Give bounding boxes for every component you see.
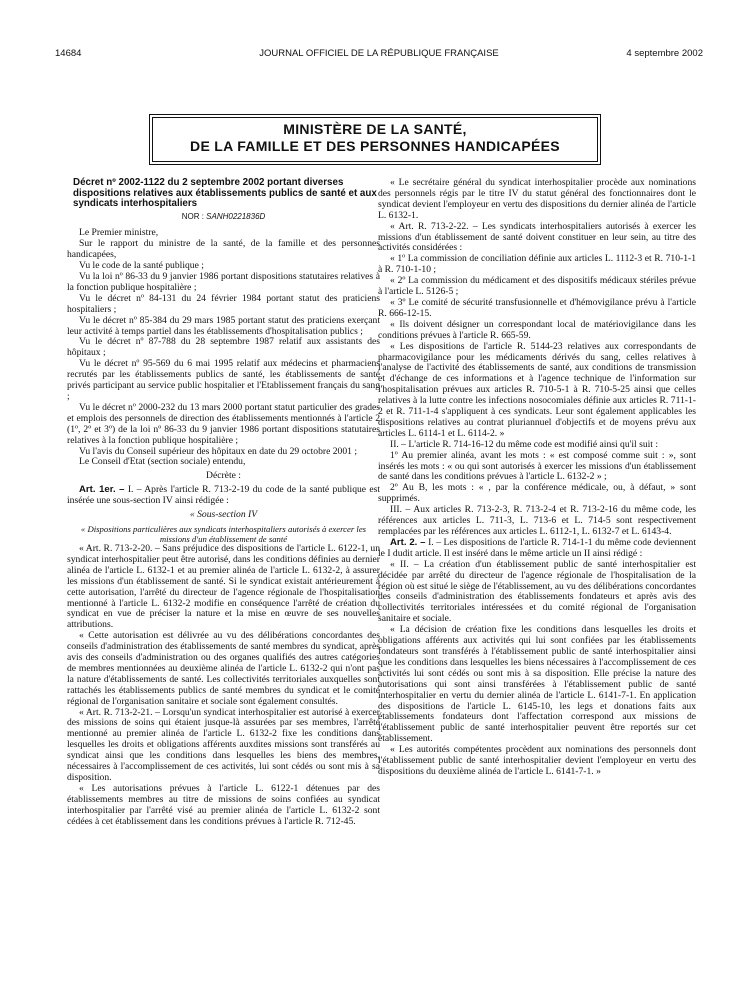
paragraph: Vu le décret nº 95-569 du 6 mai 1995 relatif aux médecins et pharmaciens recrutés par les établissements publics de santé, les établissements de santé privés participant au service public hospitalier et l'Etablissement français du sang ; xyxy=(67,358,380,402)
nor-label: NOR : xyxy=(181,211,204,221)
paragraph: « 1º La commission de conciliation définie aux articles L. 1112-3 et R. 710-1-1 à R. 710-1-10 ; xyxy=(378,253,696,276)
page-header xyxy=(55,48,703,62)
paragraph: 1º Au premier alinéa, avant les mots : « est composé comme suit : », sont insérés les mots : « ou qui sont autorisés à exercer les missions d'un établissement de santé dans les conditions prévues à l'article L. 6132-2 » ; xyxy=(378,449,696,483)
paragraph: « Ils doivent désigner un correspondant local de matériovigilance dans les conditions prévues à l'article R. 665-59. xyxy=(378,318,696,341)
paragraph: « 3º Le comité de sécurité transfusionnelle et d'hémovigilance prévu à l'article R. 666-12-15. xyxy=(378,296,696,319)
paragraph: « 2º La commission du médicament et des dispositifs médicaux stériles prévue à l'article L. 5126-5 ; xyxy=(378,275,696,298)
issue-date: 4 septembre 2002 xyxy=(626,48,703,59)
article-2-text: I. – Les dispositions de l'article R. 714-1-1 du même code deviennent le I dudit article. Il est inséré dans le même article un II ainsi rédigé : xyxy=(378,536,696,559)
paragraph: III. – Aux articles R. 713-2-3, R. 713-2-4 et R. 713-2-16 du même code, les références aux articles L. 711-3, L. 713-6 et L. 714-5 sont respectivement remplacées par les références aux articles L. 6112-1, L. 6132-7 et L. 6143-4. xyxy=(378,504,696,537)
paragraph: « Le secrétaire général du syndicat interhospitalier procède aux nominations des personnels régis par le titre IV du statut général des fonctionnaires dont le syndicat devient l'employeur en vertu des dispositions du dernier alinéa de l'article L. 6132-1. xyxy=(378,177,696,221)
article-2-label: Art. 2. – xyxy=(390,536,426,548)
paragraph: « Les dispositions de l'article R. 5144-23 relatives aux correspondants de pharmacovigilance pour les médicaments dérivés du sang, celles relatives à l'analyse de l'activité des établissements de santé, aux conditions de transmission et d'échange de ces informations et à l'agence technique de l'information sur l'hospitalisation prévues aux articles R. 710-5-1 à R. 710-5-25 ainsi que celles relatives à la lutte contre les infections nosocomiales définie aux articles R. 711-1-2 et R. 711-1-4 s'appliquent à ces syndicats. Leur sont également applicables les dispositions relatives au contrat pluriannuel d'objectifs et de moyens prévu aux articles L. 6114-1 et L. 6114-2. » xyxy=(378,340,696,439)
paragraph: Sur le rapport du ministre de la santé, de la famille et des personnes handicapées, xyxy=(67,238,380,261)
paragraph: 2º Au B, les mots : « , par la conférence médicale, ou, à défaut, » sont supprimés. xyxy=(378,482,696,505)
paragraph: Vu le décret nº 2000-232 du 13 mars 2000 portant statut particulier des grades et emplois des personnels de direction des établissements mentionnés à l'article 2 (1º, 2º et 3º) de la loi nº 86-33 du 9 janvier 1986 portant dispositions statutaires relatives à la fonction publique hospitalière ; xyxy=(67,401,380,446)
paragraph: Vu l'avis du Conseil supérieur des hôpitaux en date du 29 octobre 2001 ; xyxy=(79,445,357,457)
subsection-title: « Sous-section IV xyxy=(189,509,258,521)
paragraph: Vu le code de la santé publique ; xyxy=(79,260,204,272)
page-number: 14684 xyxy=(55,48,82,59)
right-column xyxy=(378,178,696,778)
nor-code: SANH0221836D xyxy=(206,211,266,221)
paragraph: Le Premier ministre, xyxy=(79,227,159,239)
decrete-heading: Décrète : xyxy=(206,470,241,482)
decree-title: Décret nº 2002-1122 du 2 septembre 2002 portant diverses dispositions relatives aux établissements publics de santé et aux syndicats interhospitaliers xyxy=(73,177,377,209)
ministry-line1: MINISTÈRE DE LA SANTÉ, xyxy=(283,121,467,137)
paragraph: Vu le décret nº 85-384 du 29 mars 1985 portant statut des praticiens exerçant leur activité à temps partiel dans les établissements d'hospitalisation publics ; xyxy=(67,314,380,337)
paragraph: « Cette autorisation est délivrée au vu des délibérations concordantes des conseils d'administration des établissements de santé membres du syndicat, après avis des conseils d'administration ou des organes qualifiés des autres catégories de membres mentionnées au deuxième alinéa de l'article L. 6132-2 qui n'ont pas la nature d'établissements de santé. Les collectivités territoriales auxquelles sont rattachés les établissements publics de santé membres du syndicat et le comité régional de l'organisation sanitaire et sociale sont également consultés. xyxy=(67,630,380,707)
article-1-text: I. – Après l'article R. 713-2-19 du code de la santé publique est insérée une sous-section IV ainsi rédigée : xyxy=(67,484,380,507)
left-column xyxy=(67,178,380,828)
paragraph: « Art. R. 713-2-21. – Lorsqu'un syndicat interhospitalier est autorisé à exercer des missions de soins qui étaient jusque-là assurées par ses membres, l'arrêté mentionné au premier alinéa de l'article L. 6132-2 fixe les conditions dans lesquelles les droits et obligations afférents auxdites missions sont transférés au syndicat ainsi que les conditions dans lesquelles les biens des membres, nécessaires à l'accomplissement de ces activités, lui sont cédés ou sont mis à sa disposition. xyxy=(67,706,380,783)
ministry-box xyxy=(152,117,598,162)
ministry-line2: DE LA FAMILLE ET DES PERSONNES HANDICAPÉES xyxy=(190,138,560,154)
paragraph: Le Conseil d'Etat (section sociale) entendu, xyxy=(79,456,246,468)
article-1-label: Art. 1er. – xyxy=(79,484,125,496)
paragraph: Vu la loi nº 86-33 du 9 janvier 1986 portant dispositions statutaires relatives à la fonction publique hospitalière ; xyxy=(67,271,380,293)
paragraph: « La décision de création fixe les conditions dans lesquelles les droits et obligations afférents aux activités qui lui sont confiées par les établissements fondateurs sont transférés à l'établissement public de santé interhospitalier ainsi que les conditions dans lesquelles les biens nécessaires à l'accomplissement de ces activités lui sont cédés ou sont mis à sa disposition. Elle précise la nature des autorisations qui sont ainsi transférées à l'établissement public de santé interhospitalier en vertu du dernier alinéa de l'article L. 6141-7-1. En application des dispositions de l'article L. 6145-10, les legs et donations faits aux établissements fondateurs dont l'affectation correspond aux missions de l'établissement public de santé interhospitalier peuvent être reportés sur cet établissement. xyxy=(378,624,696,745)
journal-title: JOURNAL OFFICIEL DE LA RÉPUBLIQUE FRANÇAISE xyxy=(259,48,499,59)
subsection-description: « Dispositions particulières aux syndicats interhospitaliers autorisés à exercer les missions d'un établissement de santé xyxy=(80,523,367,544)
paragraph: II. – L'article R. 714-16-12 du même code est modifié ainsi qu'il suit : xyxy=(390,438,659,450)
nor-reference xyxy=(67,212,380,223)
paragraph: Vu le décret nº 84-131 du 24 février 1984 portant statut des praticiens hospitaliers ; xyxy=(67,292,380,315)
paragraph: « Les autorisations prévues à l'article L. 6122-1 détenues par des établissements membres au titre de missions de soins confiées au syndicat interhospitalier par l'arrêté visé au premier alinéa de l'article L. 6132-2 sont cédées à cet établissement dans les conditions prévues à l'article R. 712-45. xyxy=(67,782,380,827)
paragraph: « Les autorités compétentes procèdent aux nominations des personnels dont l'établissement public de santé interhospitalier devient l'employeur en vertu des dispositions du deuxième alinéa de l'article L. 6141-7-1. » xyxy=(378,744,696,777)
paragraph: « Art. R. 713-2-20. – Sans préjudice des dispositions de l'article L. 6122-1, un syndicat interhospitalier peut être autorisé, dans les conditions définies au dernier alinéa de l'article L. 6132-1 et au premier alinéa de l'article L. 6132-2, à assurer les missions d'un établissement de santé. Si le syndicat existait antérieurement à cette autorisation, l'arrêté du directeur de l'agence régionale de l'hospitalisation mentionné à l'article L. 6132-2 modifie en conséquence l'arrêté de création du syndicat en vue de préciser la nature et la mise en œuvre de ses nouvelles attributions. xyxy=(67,542,380,631)
paragraph: Vu le décret nº 87-788 du 28 septembre 1987 relatif aux assistants des hôpitaux ; xyxy=(67,336,380,359)
paragraph: « Art. R. 713-2-22. – Les syndicats interhospitaliers autorisés à exercer les missions d'un établissement de santé doivent constituer en leur sein, au titre des activités considérées : xyxy=(378,220,696,254)
article-2 xyxy=(378,538,696,560)
article-1 xyxy=(67,485,380,507)
paragraph: « II. – La création d'un établissement public de santé interhospitalier est décidée par arrêté du directeur de l'agence régionale de l'hospitalisation de la région où est situé le siège de l'établissement, au vu des délibérations concordantes des conseils d'administration des établissements fondateurs et après avis des collectivités territoriales intéressées et du comité régional de l'organisation sanitaire et sociale. xyxy=(378,558,696,625)
